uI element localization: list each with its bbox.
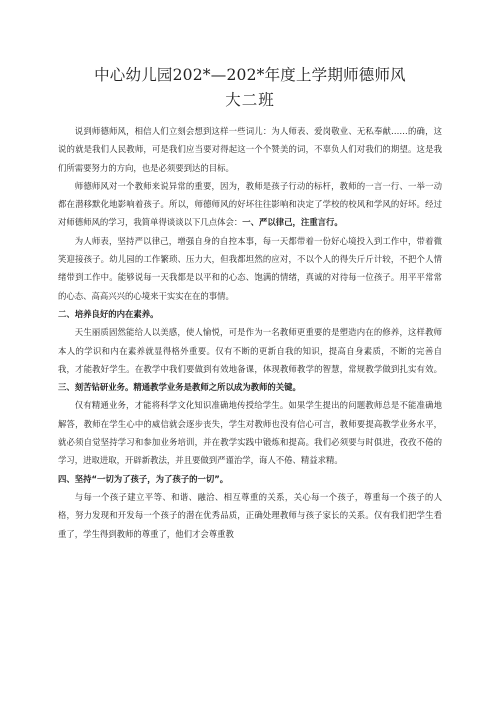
section-3-body: 仅有精通业务，才能将科学文化知识准确地传授给学生。如果学生提出的问题教师总是不能准确地解答，教师在学生心中的威信就会逐步丧失，学生对教师也没有信心可言，教师要提高教学业务水平，就必须自觉坚持学习和参加业务培训，并在教学实践中锻炼和提高。我们必须要与时俱进，孜孜不倦的学习，进取进取，开辟新教法，并且要做到严谨治学，诲人不倦、精益求精。 (58, 400, 442, 466)
section-2-heading: 二、培养良好的内在素养。 (58, 308, 159, 319)
section-4-heading: 四、坚持“一切为了孩子，为了孩子的一切”。 (58, 473, 229, 484)
document-subtitle: 大二班 (225, 91, 275, 109)
intro-paragraph-1: 说到师德师风，相信人们立刻会想到这样一些词儿：为人师表、爱岗敬业、无私奉献……的确，这说的就是我们人民教师，可是我们应当要对得起这一个个赞美的词，不辜负人们对我们的期望。这是我们所需要努力的方向，也是必须要到达的目标。 (58, 126, 442, 173)
section-1-body: 为人师表，坚持严以律己，增强自身的自控本事，每一天都带着一份好心境投入到工作中，带着微笑迎接孩子。幼儿园的工作繁琐、压力大，但我都坦然的应对，不以个人的得失斤斤计较，不把个人情绪带到工作中。能够说每一天我都是以平和的心态、饱满的情绪，真诚的对待每一位孩子。用平平常常的心态、高高兴兴的心境来干实实在在的事情。 (58, 235, 442, 301)
section-3-heading: 三、刻苦钻研业务。精通教学业务是教师之所以成为教师的关键。 (58, 382, 301, 393)
section-2-body-text: 天生丽质固然能给人以美感，使人愉悦，可是作为一名教师更重要的是塑造内在的修养，这样教师本人的学识和内在素养就显得格外重要。仅有不断的更新自我的知识，提高自身素质，不断的完善自我，才能教好学生。在教学中我们要做到有效地备课，体现教师教学的智慧，常规教学做到扎实有效。 (58, 327, 442, 374)
document-body (58, 122, 442, 543)
section-2-body (58, 323, 442, 396)
intro-paragraph-2-text: 师德师风对一个教师来说异常的重要，因为，教师是孩子行动的标杆，教师的一言一行、一举一动都在潜移默化地影响着孩子。所以，师德师风的好坏往往影响和决定了学校的校风和学风的好坏。经过对师德师风的学习，我简单得谈谈以下几点体会： (58, 180, 442, 228)
document-title: 中心幼儿园202*—202*年度上学期师德师风 (94, 66, 406, 84)
section-1-heading: 一、严以律己，注重言行。 (242, 217, 343, 228)
intro-paragraph-2 (58, 177, 442, 232)
section-4-body: 与每一个孩子建立平等、和谐、融洽、相互尊重的关系，关心每一个孩子，尊重每一个孩子的人格，努力发现和开发每一个孩子的潜在优秀品质，正确处理教师与孩子家长的关系。仅有我们把学生看重了，学生得到教师的尊重了，他们才会尊重教 (58, 491, 442, 539)
